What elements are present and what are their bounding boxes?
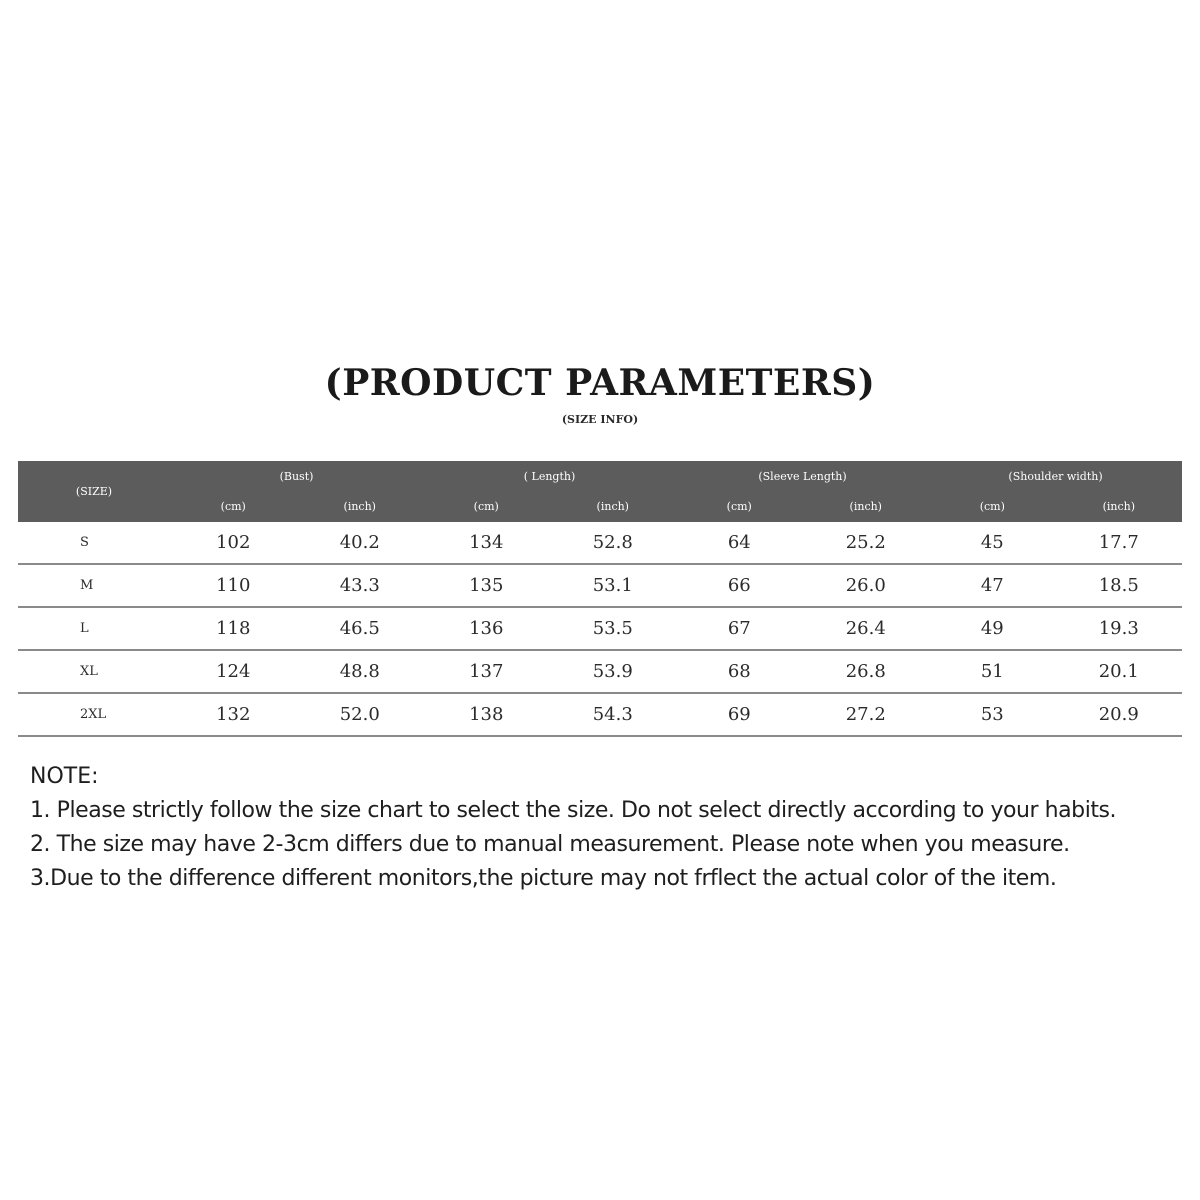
unit-header: (cm) [676, 491, 803, 522]
table-row [18, 564, 1182, 607]
table-row [18, 693, 1182, 736]
unit-header: (cm) [170, 491, 297, 522]
size-label: XL [18, 650, 170, 693]
unit-header: (inch) [550, 491, 677, 522]
sleeve-cm-cell: 69 [676, 693, 803, 736]
group-header-length: ( Length) [423, 461, 676, 491]
length-inch-cell: 53.5 [550, 607, 677, 650]
size-column-header: (SIZE) [18, 461, 170, 522]
shoulder-inch-cell: 20.1 [1056, 650, 1183, 693]
length-inch-cell: 54.3 [550, 693, 677, 736]
sleeve-inch-cell: 26.0 [803, 564, 930, 607]
sleeve-cm-cell: 64 [676, 522, 803, 564]
table-row [18, 650, 1182, 693]
sleeve-cm-cell: 67 [676, 607, 803, 650]
table-row [18, 607, 1182, 650]
bust-inch-cell: 40.2 [297, 522, 424, 564]
sleeve-inch-cell: 27.2 [803, 693, 930, 736]
sleeve-cm-cell: 66 [676, 564, 803, 607]
unit-header: (cm) [423, 491, 550, 522]
note-line: 3.Due to the difference different monitors,the picture may not frflect the actual color of the item. [30, 866, 1057, 891]
length-cm-cell: 134 [423, 522, 550, 564]
bust-cm-cell: 118 [170, 607, 297, 650]
length-cm-cell: 136 [423, 607, 550, 650]
shoulder-cm-cell: 49 [929, 607, 1056, 650]
bust-inch-cell: 46.5 [297, 607, 424, 650]
notes-heading: NOTE: [30, 764, 99, 789]
bust-cm-cell: 124 [170, 650, 297, 693]
bust-inch-cell: 48.8 [297, 650, 424, 693]
notes-section [30, 760, 1190, 896]
group-header-bust: (Bust) [170, 461, 423, 491]
group-header-sleeve-length: (Sleeve Length) [676, 461, 929, 491]
bust-inch-cell: 43.3 [297, 564, 424, 607]
page-title: (PRODUCT PARAMETERS) [324, 362, 876, 404]
size-label: L [18, 607, 170, 650]
length-cm-cell: 138 [423, 693, 550, 736]
note-line: 2. The size may have 2-3cm differs due to manual measurement. Please note when you measure. [30, 832, 1070, 857]
table-header [18, 461, 1182, 522]
shoulder-inch-cell: 18.5 [1056, 564, 1183, 607]
page-subtitle: (SIZE INFO) [561, 413, 639, 426]
sleeve-inch-cell: 26.4 [803, 607, 930, 650]
unit-header: (inch) [297, 491, 424, 522]
shoulder-cm-cell: 53 [929, 693, 1056, 736]
size-label: S [18, 522, 170, 564]
bust-cm-cell: 132 [170, 693, 297, 736]
shoulder-cm-cell: 45 [929, 522, 1056, 564]
shoulder-cm-cell: 51 [929, 650, 1056, 693]
length-inch-cell: 52.8 [550, 522, 677, 564]
length-cm-cell: 137 [423, 650, 550, 693]
unit-header: (inch) [803, 491, 930, 522]
shoulder-inch-cell: 20.9 [1056, 693, 1183, 736]
shoulder-inch-cell: 19.3 [1056, 607, 1183, 650]
bust-inch-cell: 52.0 [297, 693, 424, 736]
table-body [18, 522, 1182, 736]
bust-cm-cell: 102 [170, 522, 297, 564]
sleeve-cm-cell: 68 [676, 650, 803, 693]
sleeve-inch-cell: 25.2 [803, 522, 930, 564]
unit-header: (inch) [1056, 491, 1183, 522]
length-inch-cell: 53.9 [550, 650, 677, 693]
note-line: 1. Please strictly follow the size chart to select the size. Do not select directly according to your habits. [30, 798, 1117, 823]
group-header-shoulder-width: (Shoulder width) [929, 461, 1182, 491]
unit-header: (cm) [929, 491, 1056, 522]
table-row [18, 522, 1182, 564]
shoulder-cm-cell: 47 [929, 564, 1056, 607]
length-inch-cell: 53.1 [550, 564, 677, 607]
bust-cm-cell: 110 [170, 564, 297, 607]
size-label: 2XL [18, 693, 170, 736]
length-cm-cell: 135 [423, 564, 550, 607]
size-chart-table [18, 461, 1182, 737]
shoulder-inch-cell: 17.7 [1056, 522, 1183, 564]
size-label: M [18, 564, 170, 607]
sleeve-inch-cell: 26.8 [803, 650, 930, 693]
